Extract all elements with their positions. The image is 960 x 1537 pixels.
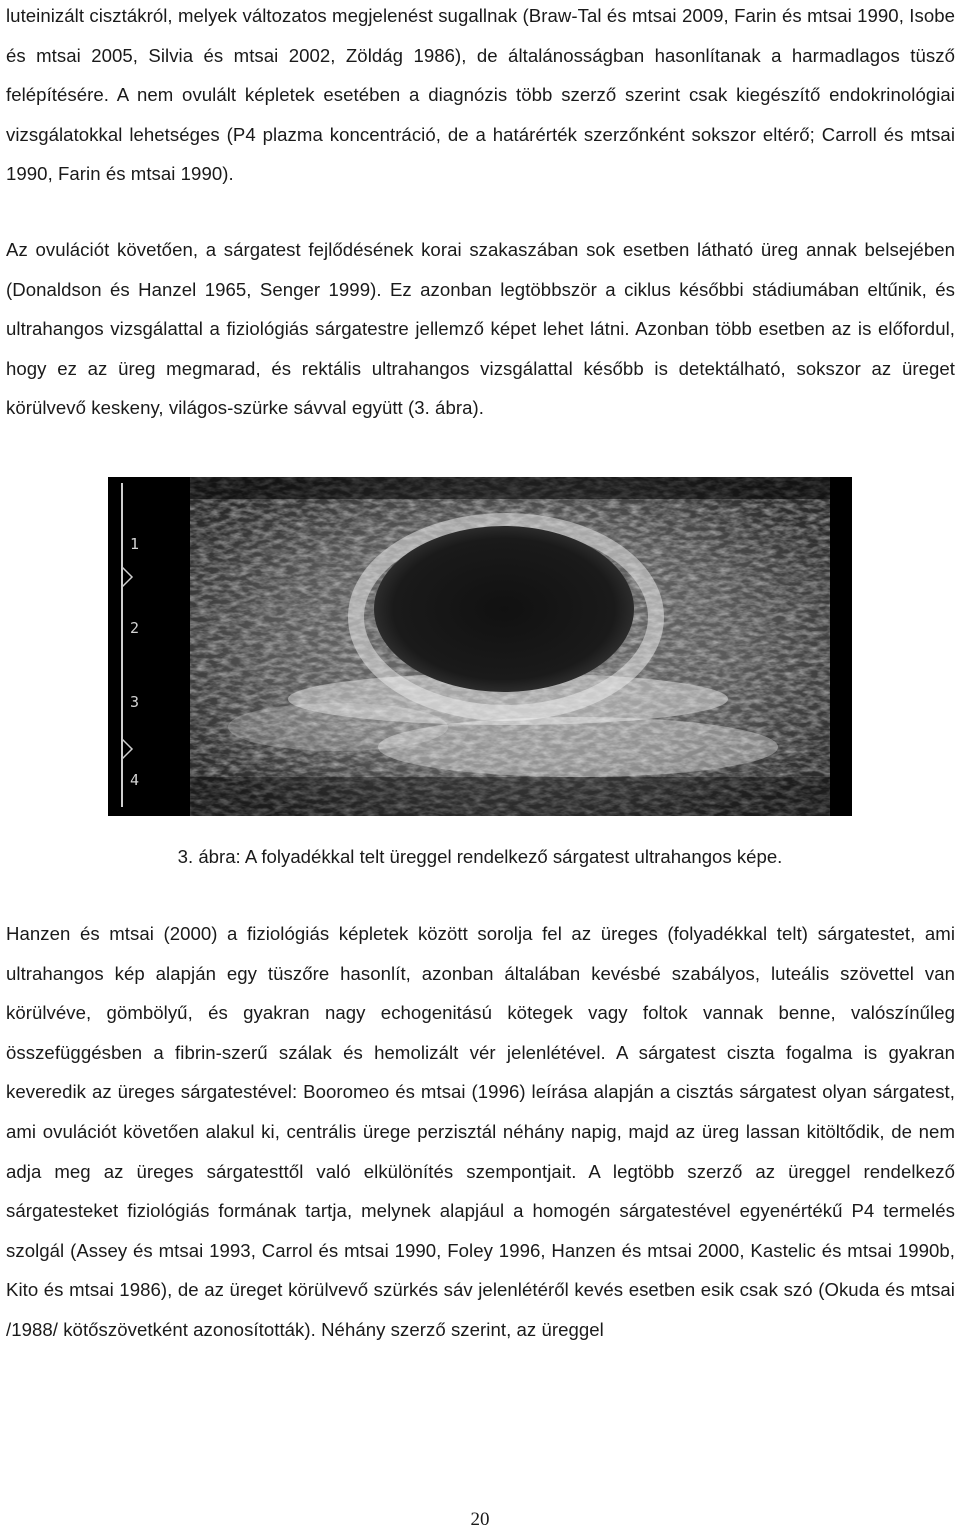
- scale-mark: 1: [130, 535, 140, 553]
- page-number: 20: [470, 1509, 490, 1530]
- scale-mark: 3: [130, 693, 140, 711]
- ultrasound-figure: [108, 477, 852, 816]
- ultrasound-image: [108, 477, 852, 816]
- figure-caption: 3. ábra: A folyadékkal telt üreggel rendelkező sárgatest ultrahangos képe.: [177, 846, 783, 867]
- scale-mark: 4: [130, 771, 140, 789]
- paragraph: Az ovulációt követően, a sárgatest fejlődésének korai szakaszában sok esetben látható üreg annak belsejében (Donaldson és Hanzel 1965, Senger 1999). Ez azonban legtöbbször a ciklus későbbi stádiumában eltűnik, és ultrahangos vizsgálattal a fiziológiás sárgatestre jellemző képet lehet látni. Azonban több esetben az is előfordul, hogy ez az üreg megmarad, és rektális ultrahangos vizsgálattal később is detektálható, sokszor az üreget körülvevő keskeny, világos-szürke sávval együtt (3. ábra).: [6, 239, 955, 419]
- paragraph: luteinizált cisztákról, melyek változatos megjelenést sugallnak (Braw-Tal és mtsai 2009, Farin és mtsai 1990, Isobe és mtsai 2005, Silvia és mtsai 2002, Zöldág 1986), de általánosságban hasonlítanak a harmadlagos tüsző felépítésére. A nem ovulált képletek esetében a diagnózis több szerző szerint csak kiegészítő endokrinológiai vizsgálatokkal lehetséges (P4 plazma koncentráció, de a határérték szerzőnként sokszor eltérő; Carroll és mtsai 1990, Farin és mtsai 1990).: [6, 5, 955, 185]
- scale-mark: 2: [130, 619, 140, 637]
- paragraph: Hanzen és mtsai (2000) a fiziológiás képletek között sorolja fel az üreges (folyadékkal telt) sárgatestet, ami ultrahangos kép alapján egy tüszőre hasonlít, azonban általában kevésbé szabályos, luteális szövettel van körülvéve, gömbölyű, és gyakran nagy echogenitású kötegek vagy foltok vannak benne, valószínűleg összefüggésben a fibrin-szerű szálak és hemolizált vér jelenlétével. A sárgatest ciszta fogalma is gyakran keveredik az üreges sárgatestével: Booromeo és mtsai (1996) leírása alapján a cisztás sárgatest olyan sárgatest, ami ovulációt követően alakul ki, centrális ürege perzisztál néhány napig, majd az üreg lassan kitöltődik, de nem adja meg az üreges sárgatesttől való elkülönítés szempontjait. A legtöbb szerző az üreggel rendelkező sárgatesteket fiziológiás formának tartja, melynek alapjául a homogén sárgatestével egyenértékű P4 termelés szolgál (Assey és mtsai 1993, Carrol és mtsai 1990, Foley 1996, Hanzen és mtsai 2000, Kastelic és mtsai 1990b, Kito és mtsai 1986), de az üreget körülvevő szürkés sáv jelenlétéről kevés esetben esik csak szó (Okuda és mtsai /1988/ kötőszövetként azonosították). Néhány szerző szerint, az üreggel: [6, 923, 955, 1340]
